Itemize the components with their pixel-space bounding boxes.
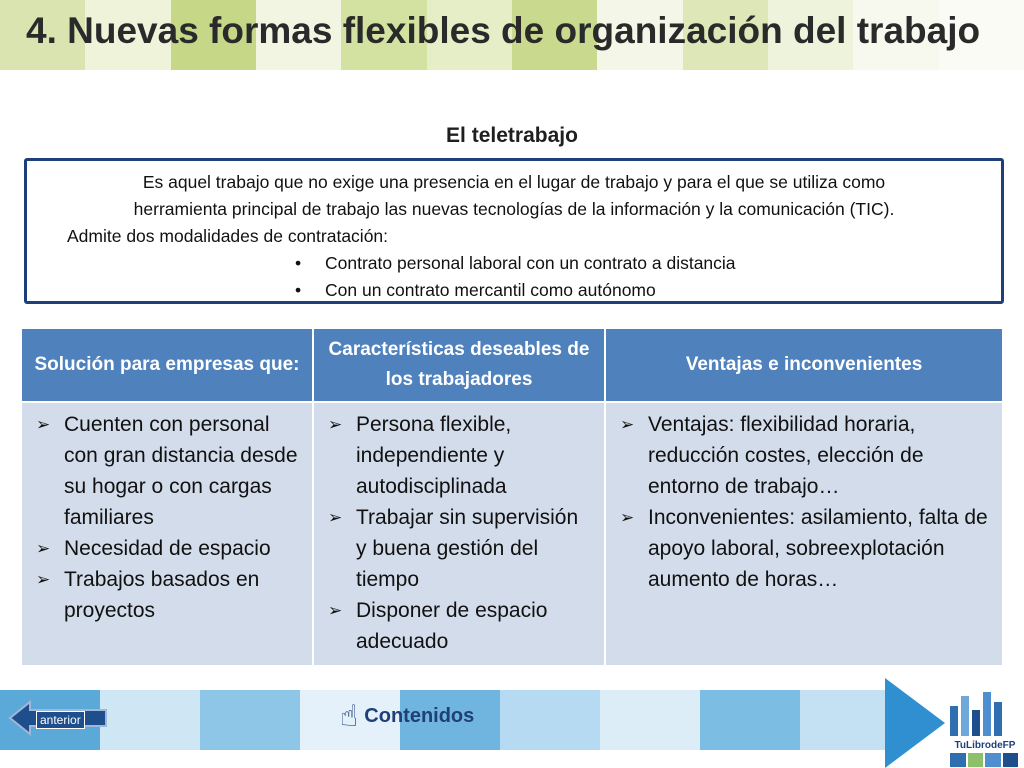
footer-arrow-head	[885, 678, 945, 768]
list-item-text: Trabajos basados en proyectos	[64, 568, 260, 622]
list-item	[620, 409, 992, 502]
arrow-bullet-icon: ➢	[620, 508, 635, 527]
definition-box	[24, 158, 1004, 304]
list-item-text: Disponer de espacio adecuado	[356, 599, 548, 653]
section-subtitle: El teletrabajo	[446, 124, 578, 147]
definition-line-1: Es aquel trabajo que no exige una presencia en el lugar de trabajo y para el que se utiliza como	[142, 172, 886, 192]
contenidos-label: Contenidos	[364, 704, 475, 727]
anterior-button[interactable]	[8, 698, 108, 738]
list-item-text: Inconvenientes: asilamiento, falta de apoyo laboral, sobreexplotación aumento de horas…	[648, 506, 988, 591]
list-item-text: Persona flexible, independiente y autodisciplinada	[356, 413, 512, 498]
logo-books-icon	[950, 692, 1020, 736]
definition-line-2: herramienta principal de trabajo las nuevas tecnologías de la información y la comunicación (TIC).	[133, 199, 895, 219]
table-row	[21, 402, 1003, 666]
list-item	[620, 502, 992, 595]
arrow-bullet-icon: ➢	[36, 539, 51, 558]
teletrabajo-table	[20, 327, 1004, 667]
logo	[950, 684, 1020, 766]
arrow-bullet-icon: ➢	[328, 415, 343, 434]
page-title: 4. Nuevas formas flexibles de organización del trabajo	[26, 10, 981, 51]
definition-bullet: • Con un contrato mercantil como autónomo	[67, 277, 961, 304]
list-item	[328, 595, 594, 657]
logo-text: TuLibrodeFP	[954, 740, 1016, 751]
contenidos-link[interactable]	[340, 698, 474, 734]
table-header-cell: Características deseables de los trabajadores	[313, 328, 605, 402]
table-cell	[605, 402, 1003, 666]
table-cell	[21, 402, 313, 666]
list-item	[36, 409, 302, 533]
list-item	[328, 502, 594, 595]
list-item	[36, 533, 302, 564]
arrow-bullet-icon: ➢	[328, 601, 343, 620]
table-header-cell: Solución para empresas que:	[21, 328, 313, 402]
list-item-text: Cuenten con personal con gran distancia desde su hogar o con cargas familiares	[64, 413, 298, 529]
definition-bullet: • Contrato personal laboral con un contrato a distancia	[67, 250, 961, 277]
footer	[0, 678, 1024, 768]
definition-line-3: Admite dos modalidades de contratación:	[67, 226, 389, 246]
list-item	[36, 564, 302, 626]
table-header-row	[21, 328, 1003, 402]
definition-bullets	[67, 250, 961, 304]
list-item	[328, 409, 594, 502]
list-item-text: Necesidad de espacio	[64, 537, 271, 560]
table-header-cell: Ventajas e inconvenientes	[605, 328, 1003, 402]
pointing-hand-icon: ☝	[340, 699, 359, 733]
list-item-text: Ventajas: flexibilidad horaria, reducción costes, elección de entorno de trabajo…	[648, 413, 924, 498]
arrow-bullet-icon: ➢	[620, 415, 635, 434]
table-cell	[313, 402, 605, 666]
anterior-label: anterior	[36, 711, 85, 729]
list-item-text: Trabajar sin supervisión y buena gestión del tiempo	[356, 506, 579, 591]
arrow-bullet-icon: ➢	[36, 415, 51, 434]
arrow-bullet-icon: ➢	[328, 508, 343, 527]
arrow-bullet-icon: ➢	[36, 570, 51, 589]
